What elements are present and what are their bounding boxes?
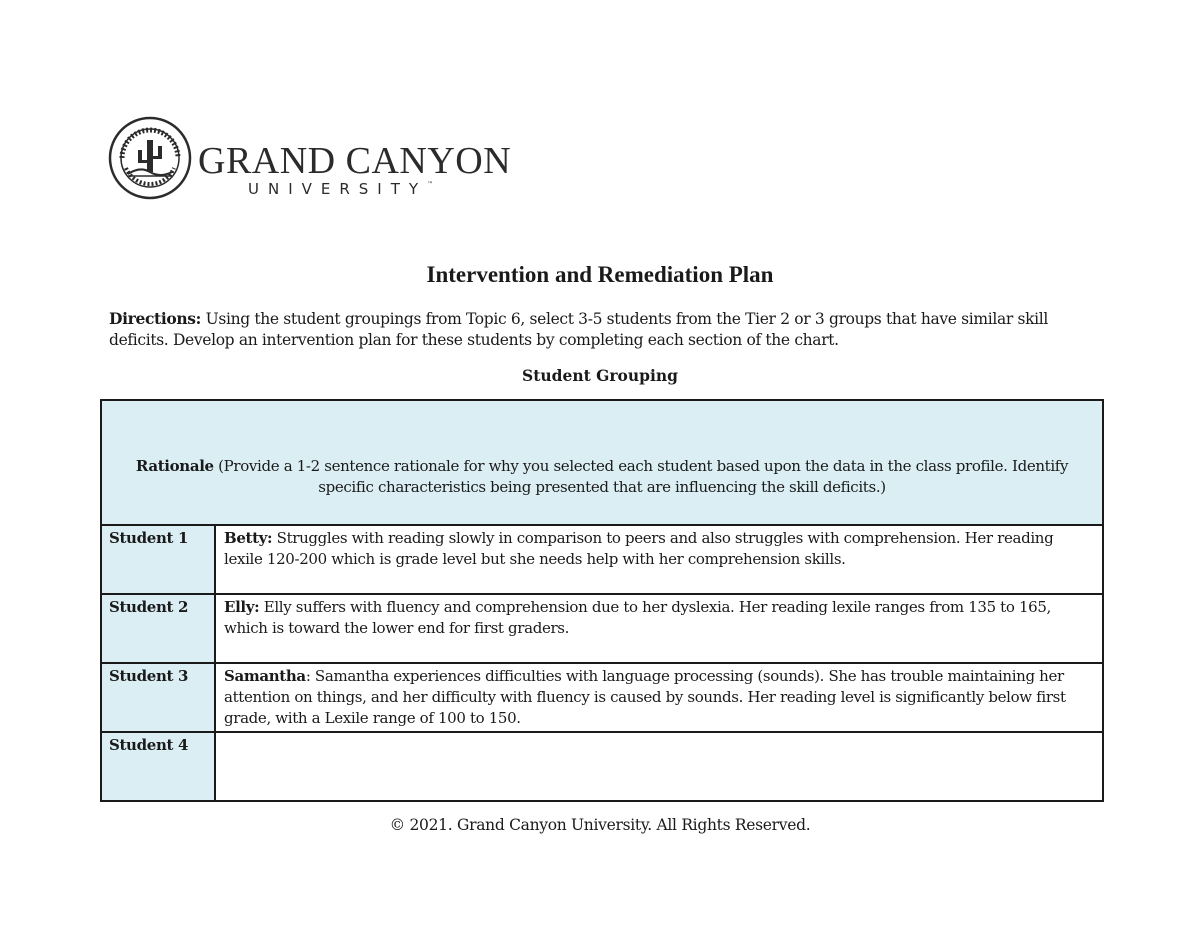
table-header-row — [101, 400, 1103, 525]
student-label: Student 1 — [101, 525, 215, 594]
student-rationale-cell[interactable] — [215, 663, 1103, 732]
directions — [109, 308, 1099, 351]
section-subtitle: Student Grouping — [522, 366, 678, 385]
table-row — [101, 525, 1103, 594]
student-label: Student 4 — [101, 732, 215, 801]
student-rationale-cell[interactable] — [215, 594, 1103, 663]
logo-subtitle: UNIVERSITY™ — [248, 180, 434, 198]
student-grouping-table — [100, 399, 1104, 802]
student-name: Elly: — [224, 598, 260, 616]
student-rationale-cell[interactable] — [215, 525, 1103, 594]
directions-text: Using the student groupings from Topic 6, select 3-5 students from the Tier 2 or 3 groups that have similar skill deficits. Develop an intervention plan for these students by completing each section of the chart. — [109, 310, 1048, 349]
gcu-logo — [108, 116, 512, 202]
student-name: Betty: — [224, 529, 273, 547]
table-row — [101, 732, 1103, 801]
student-rationale-cell[interactable] — [215, 732, 1103, 801]
student-rationale: Elly suffers with fluency and comprehension due to her dyslexia. Her reading lexile ranges from 135 to 165, which is toward the lower end for first graders. — [224, 598, 1051, 637]
directions-label: Directions: — [109, 309, 202, 328]
university-seal-icon — [108, 116, 192, 200]
student-label: Student 3 — [101, 663, 215, 732]
logo-wordmark: GRAND CANYON — [198, 140, 512, 182]
rationale-header-cell — [101, 400, 1103, 525]
rationale-instructions: (Provide a 1-2 sentence rationale for why you selected each student based upon the data in the class profile. Identify specific characteristics being presented that are influencing the skill deficits.) — [213, 456, 1069, 496]
copyright-footer: © 2021. Grand Canyon University. All Rights Reserved. — [389, 816, 811, 834]
rationale-label: Rationale — [135, 456, 214, 475]
student-rationale: : Samantha experiences difficulties with language processing (sounds). She has trouble maintaining her attention on things, and her difficulty with fluency is caused by sounds. Her reading level is significantly below first grade, with a Lexile range of 100 to 150. — [224, 667, 1066, 727]
student-label: Student 2 — [101, 594, 215, 663]
page-title: Intervention and Remediation Plan — [426, 262, 774, 287]
table-row — [101, 663, 1103, 732]
student-rationale: Struggles with reading slowly in comparison to peers and also struggles with comprehension. Her reading lexile 120-200 which is grade level but she needs help with her comprehension skills. — [224, 529, 1054, 568]
student-name: Samantha — [224, 667, 306, 685]
table-row — [101, 594, 1103, 663]
